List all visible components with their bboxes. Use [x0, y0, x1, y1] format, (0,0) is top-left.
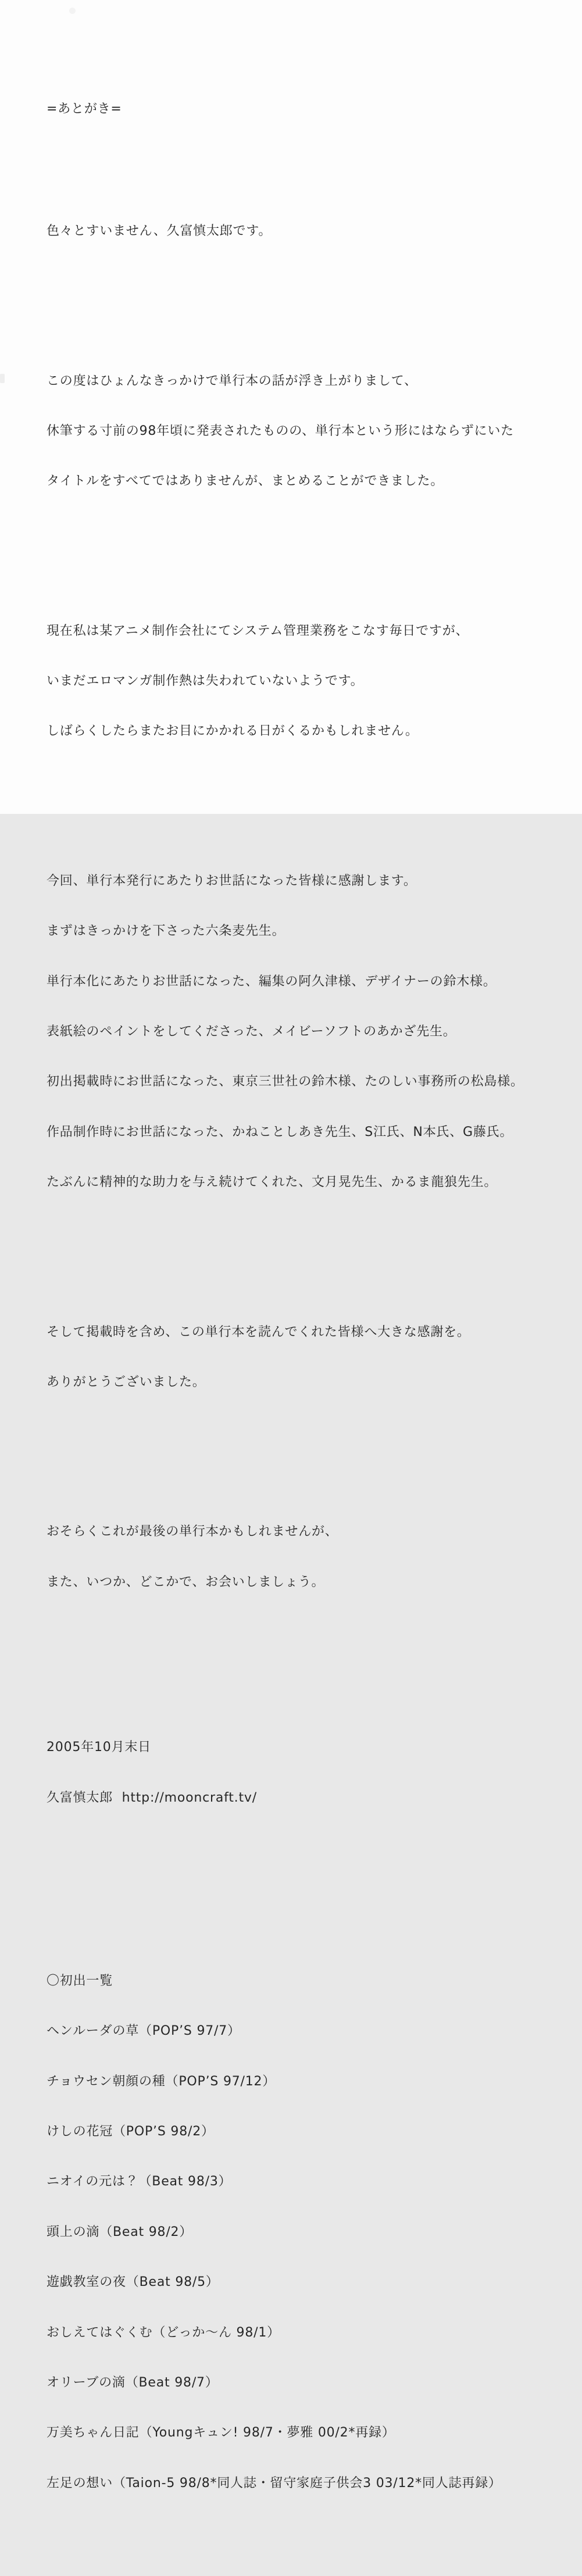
afterword-paragraph: [47, 340, 558, 524]
text-line: いまだエロマンガ制作熱は失われていないようです。: [47, 674, 364, 689]
publication-item: 頭上の滴（Beat 98/2）: [47, 2224, 193, 2239]
publication-item: ヘンルーダの草（POP’S 97/7）: [47, 2024, 241, 2039]
scan-speck: [0, 374, 5, 383]
publication-item: チョウセン朝顔の種（POP’S 97/12）: [47, 2074, 276, 2089]
text-line: おそらくこれが最後の単行本かもしれませんが、: [47, 1524, 338, 1539]
text-line: ありがとうございました。: [47, 1374, 206, 1389]
author-url-line: 久富慎太郎 http://mooncraft.tv/: [47, 1790, 257, 1805]
text-line: この度はひょんなきっかけで単行本の話が浮き上がりまして、: [47, 373, 417, 388]
text-line: そして掲載時を含め、この単行本を読んでくれた皆様へ大きな感謝を。: [47, 1324, 470, 1339]
first-publication-list: [47, 1939, 558, 2525]
text-line: 単行本化にあたりお世話になった、編集の阿久津様、デザイナーの鈴木様。: [47, 974, 497, 989]
text-line: 現在私は某アニメ制作会社にてシステム管理業務をこなす毎日ですが、: [47, 623, 469, 638]
afterword-paragraph: [47, 1291, 558, 1424]
publication-item: 万美ちゃん日記（Youngキュン! 98/7・夢雅 00/2*再録）: [47, 2425, 395, 2441]
scan-speck: [69, 8, 76, 14]
text-line: たぶんに精神的な助力を与え続けてくれた、文月晃先生、かるま龍狼先生。: [47, 1175, 498, 1190]
text-line: 表紙絵のペイントをしてくださった、メイビーソフトのあかざ先生。: [47, 1024, 456, 1039]
text-line: 休筆する寸前の98年頃に発表されたものの、単行本という形にはならずにいた: [47, 423, 514, 438]
text-line: 今回、単行本発行にあたりお世話になった皆様に感謝します。: [47, 873, 417, 888]
afterword-paragraph: [47, 190, 558, 274]
afterword-heading: =あとがき=: [47, 102, 122, 117]
afterword-paragraph: [47, 589, 558, 774]
text-line: また、いつか、どこかで、お会いしましょう。: [47, 1574, 325, 1589]
publication-item: オリーブの滴（Beat 98/7）: [47, 2375, 219, 2390]
publication-list-heading: 〇初出一覧: [47, 1973, 113, 1988]
text-line: しばらくしたらまたお目にかかれる日がくるかもしれません。: [47, 724, 419, 739]
publication-item: ニオイの元は？（Beat 98/3）: [47, 2174, 232, 2189]
text-line: 色々とすいません、久富慎太郎です。: [47, 224, 272, 239]
afterword-paragraph: [47, 1491, 558, 1624]
publication-item: けしの花冠（POP’S 98/2）: [47, 2124, 215, 2139]
text-line: タイトルをすべてではありませんが、まとめることができました。: [47, 474, 444, 489]
date-line: 2005年10月末日: [47, 1740, 151, 1755]
text-line: 作品制作時にお世話になった、かねことしあき先生、S江氏、N本氏、G藤氏。: [47, 1124, 513, 1139]
text-line: 初出掲載時にお世話になった、東京三世社の鈴木様、たのしい事務所の松島様。: [47, 1074, 524, 1089]
afterword-paragraph: [47, 839, 558, 1224]
page-content: [47, 51, 558, 2576]
publication-item: 遊戯教室の夜（Beat 98/5）: [47, 2275, 219, 2290]
signature-block: [47, 1706, 558, 1840]
text-line: まずはきっかけを下さった六条麦先生。: [47, 924, 285, 939]
publication-item: 左足の想い（Taion-5 98/8*同人誌・留守家庭子供会3 03/12*同人誌再録）: [47, 2475, 502, 2491]
publication-item: おしえてはぐくむ（どっか〜ん 98/1）: [47, 2325, 280, 2340]
